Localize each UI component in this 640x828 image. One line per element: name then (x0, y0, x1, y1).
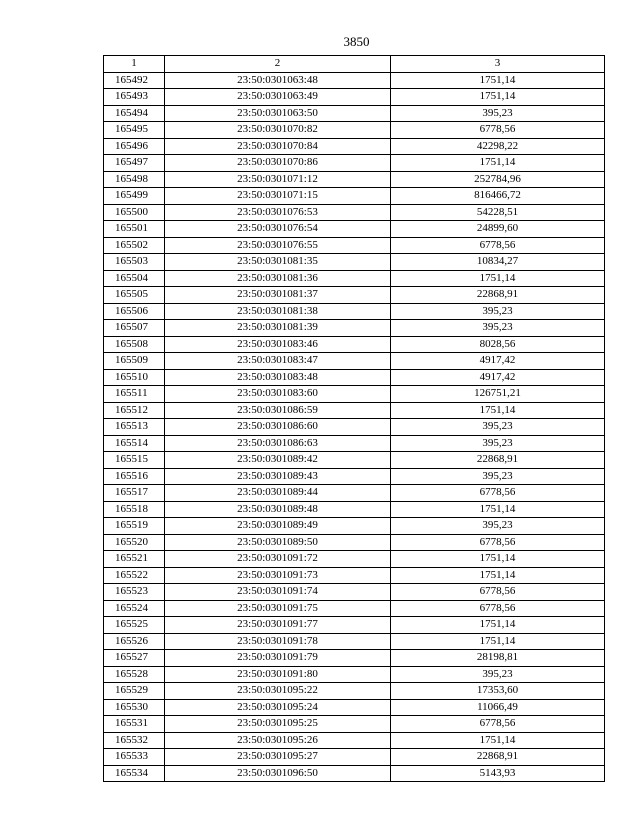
row-number-cell: 165525 (104, 617, 165, 634)
table-row (104, 534, 605, 551)
cadastral-number-cell: 23:50:0301081:38 (165, 303, 391, 320)
cadastral-value-table (103, 55, 605, 782)
row-number-cell: 165493 (104, 89, 165, 106)
value-cell: 24899,60 (391, 221, 605, 238)
value-cell: 395,23 (391, 518, 605, 535)
table-row (104, 716, 605, 733)
table-row (104, 287, 605, 304)
cadastral-number-cell: 23:50:0301091:79 (165, 650, 391, 667)
row-number-cell: 165507 (104, 320, 165, 337)
cadastral-number-cell: 23:50:0301083:46 (165, 336, 391, 353)
row-number-cell: 165521 (104, 551, 165, 568)
row-number-cell: 165503 (104, 254, 165, 271)
value-cell: 6778,56 (391, 485, 605, 502)
cadastral-number-cell: 23:50:0301089:48 (165, 501, 391, 518)
row-number-cell: 165522 (104, 567, 165, 584)
table-row (104, 303, 605, 320)
row-number-cell: 165526 (104, 633, 165, 650)
value-cell: 1751,14 (391, 567, 605, 584)
row-number-cell: 165518 (104, 501, 165, 518)
row-number-cell: 165510 (104, 369, 165, 386)
row-number-cell: 165531 (104, 716, 165, 733)
cadastral-number-cell: 23:50:0301089:43 (165, 468, 391, 485)
cadastral-number-cell: 23:50:0301096:50 (165, 765, 391, 782)
cadastral-number-cell: 23:50:0301083:47 (165, 353, 391, 370)
cadastral-number-cell: 23:50:0301091:78 (165, 633, 391, 650)
value-cell: 8028,56 (391, 336, 605, 353)
row-number-cell: 165497 (104, 155, 165, 172)
cadastral-number-cell: 23:50:0301089:50 (165, 534, 391, 551)
value-cell: 28198,81 (391, 650, 605, 667)
value-cell: 6778,56 (391, 534, 605, 551)
row-number-cell: 165495 (104, 122, 165, 139)
row-number-cell: 165511 (104, 386, 165, 403)
row-number-cell: 165519 (104, 518, 165, 535)
value-cell: 1751,14 (391, 72, 605, 89)
cadastral-number-cell: 23:50:0301081:35 (165, 254, 391, 271)
table-row (104, 485, 605, 502)
table-row (104, 386, 605, 403)
table-row (104, 402, 605, 419)
value-cell: 1751,14 (391, 617, 605, 634)
table-row (104, 89, 605, 106)
cadastral-number-cell: 23:50:0301091:72 (165, 551, 391, 568)
table-row (104, 254, 605, 271)
table-row (104, 633, 605, 650)
table-row (104, 468, 605, 485)
cadastral-number-cell: 23:50:0301076:54 (165, 221, 391, 238)
cadastral-number-cell: 23:50:0301081:36 (165, 270, 391, 287)
value-cell: 17353,60 (391, 683, 605, 700)
row-number-cell: 165501 (104, 221, 165, 238)
table-row (104, 155, 605, 172)
value-cell: 395,23 (391, 320, 605, 337)
table-row (104, 518, 605, 535)
header-row (104, 56, 605, 73)
value-cell: 6778,56 (391, 584, 605, 601)
table-row (104, 732, 605, 749)
column-header-number: 1 (104, 56, 165, 73)
table-row (104, 567, 605, 584)
cadastral-number-cell: 23:50:0301086:63 (165, 435, 391, 452)
row-number-cell: 165496 (104, 138, 165, 155)
value-cell: 22868,91 (391, 287, 605, 304)
cadastral-number-cell: 23:50:0301081:37 (165, 287, 391, 304)
cadastral-number-cell: 23:50:0301070:86 (165, 155, 391, 172)
table-row (104, 204, 605, 221)
row-number-cell: 165530 (104, 699, 165, 716)
value-cell: 6778,56 (391, 237, 605, 254)
cadastral-number-cell: 23:50:0301071:15 (165, 188, 391, 205)
column-header-value: 3 (391, 56, 605, 73)
table-row (104, 699, 605, 716)
cadastral-number-cell: 23:50:0301095:24 (165, 699, 391, 716)
row-number-cell: 165514 (104, 435, 165, 452)
value-cell: 22868,91 (391, 749, 605, 766)
row-number-cell: 165534 (104, 765, 165, 782)
row-number-cell: 165509 (104, 353, 165, 370)
value-cell: 1751,14 (391, 633, 605, 650)
row-number-cell: 165532 (104, 732, 165, 749)
row-number-cell: 165492 (104, 72, 165, 89)
row-number-cell: 165517 (104, 485, 165, 502)
table-row (104, 237, 605, 254)
table-row (104, 320, 605, 337)
row-number-cell: 165515 (104, 452, 165, 469)
value-cell: 252784,96 (391, 171, 605, 188)
cadastral-number-cell: 23:50:0301081:39 (165, 320, 391, 337)
row-number-cell: 165520 (104, 534, 165, 551)
cadastral-number-cell: 23:50:0301063:50 (165, 105, 391, 122)
table-row (104, 617, 605, 634)
value-cell: 5143,93 (391, 765, 605, 782)
row-number-cell: 165505 (104, 287, 165, 304)
table-row (104, 369, 605, 386)
cadastral-number-cell: 23:50:0301063:49 (165, 89, 391, 106)
cadastral-number-cell: 23:50:0301076:53 (165, 204, 391, 221)
cadastral-number-cell: 23:50:0301086:60 (165, 419, 391, 436)
value-cell: 816466,72 (391, 188, 605, 205)
table-row (104, 452, 605, 469)
table-row (104, 72, 605, 89)
row-number-cell: 165528 (104, 666, 165, 683)
row-number-cell: 165506 (104, 303, 165, 320)
cadastral-number-cell: 23:50:0301083:48 (165, 369, 391, 386)
row-number-cell: 165494 (104, 105, 165, 122)
table-row (104, 270, 605, 287)
value-cell: 126751,21 (391, 386, 605, 403)
page-number: 3850 (343, 34, 370, 49)
row-number-cell: 165499 (104, 188, 165, 205)
value-cell: 395,23 (391, 105, 605, 122)
value-cell: 395,23 (391, 666, 605, 683)
table-row (104, 221, 605, 238)
table-row (104, 666, 605, 683)
cadastral-number-cell: 23:50:0301070:84 (165, 138, 391, 155)
value-cell: 395,23 (391, 419, 605, 436)
table-row (104, 765, 605, 782)
cadastral-number-cell: 23:50:0301089:49 (165, 518, 391, 535)
value-cell: 1751,14 (391, 402, 605, 419)
table-header (104, 56, 605, 73)
table-row (104, 435, 605, 452)
cadastral-number-cell: 23:50:0301091:74 (165, 584, 391, 601)
table-row (104, 600, 605, 617)
value-cell: 6778,56 (391, 600, 605, 617)
table-row (104, 419, 605, 436)
value-cell: 10834,27 (391, 254, 605, 271)
cadastral-number-cell: 23:50:0301089:42 (165, 452, 391, 469)
value-cell: 22868,91 (391, 452, 605, 469)
value-cell: 6778,56 (391, 122, 605, 139)
row-number-cell: 165502 (104, 237, 165, 254)
cadastral-number-cell: 23:50:0301095:22 (165, 683, 391, 700)
table-row (104, 171, 605, 188)
table-row (104, 501, 605, 518)
cadastral-number-cell: 23:50:0301091:80 (165, 666, 391, 683)
row-number-cell: 165529 (104, 683, 165, 700)
table-row (104, 353, 605, 370)
cadastral-number-cell: 23:50:0301076:55 (165, 237, 391, 254)
value-cell: 395,23 (391, 435, 605, 452)
column-header-cadastral-number: 2 (165, 56, 391, 73)
row-number-cell: 165508 (104, 336, 165, 353)
row-number-cell: 165516 (104, 468, 165, 485)
value-cell: 395,23 (391, 468, 605, 485)
row-number-cell: 165512 (104, 402, 165, 419)
table-row (104, 749, 605, 766)
table-row (104, 105, 605, 122)
cadastral-number-cell: 23:50:0301083:60 (165, 386, 391, 403)
cadastral-number-cell: 23:50:0301063:48 (165, 72, 391, 89)
cadastral-number-cell: 23:50:0301071:12 (165, 171, 391, 188)
value-cell: 1751,14 (391, 732, 605, 749)
value-cell: 4917,42 (391, 369, 605, 386)
row-number-cell: 165533 (104, 749, 165, 766)
value-cell: 1751,14 (391, 155, 605, 172)
row-number-cell: 165523 (104, 584, 165, 601)
cadastral-number-cell: 23:50:0301091:75 (165, 600, 391, 617)
table-row (104, 551, 605, 568)
table-row (104, 650, 605, 667)
table-row (104, 584, 605, 601)
row-number-cell: 165513 (104, 419, 165, 436)
table-row (104, 188, 605, 205)
value-cell: 6778,56 (391, 716, 605, 733)
cadastral-number-cell: 23:50:0301089:44 (165, 485, 391, 502)
cadastral-number-cell: 23:50:0301095:27 (165, 749, 391, 766)
value-cell: 54228,51 (391, 204, 605, 221)
value-cell: 1751,14 (391, 89, 605, 106)
row-number-cell: 165504 (104, 270, 165, 287)
table-row (104, 138, 605, 155)
row-number-cell: 165498 (104, 171, 165, 188)
row-number-cell: 165527 (104, 650, 165, 667)
cadastral-number-cell: 23:50:0301095:25 (165, 716, 391, 733)
value-cell: 42298,22 (391, 138, 605, 155)
table-row (104, 122, 605, 139)
row-number-cell: 165524 (104, 600, 165, 617)
cadastral-number-cell: 23:50:0301095:26 (165, 732, 391, 749)
table-row (104, 683, 605, 700)
value-cell: 4917,42 (391, 353, 605, 370)
cadastral-number-cell: 23:50:0301091:73 (165, 567, 391, 584)
value-cell: 11066,49 (391, 699, 605, 716)
value-cell: 1751,14 (391, 551, 605, 568)
table-row (104, 336, 605, 353)
cadastral-number-cell: 23:50:0301070:82 (165, 122, 391, 139)
cadastral-number-cell: 23:50:0301091:77 (165, 617, 391, 634)
value-cell: 1751,14 (391, 501, 605, 518)
table-body (104, 72, 605, 782)
cadastral-number-cell: 23:50:0301086:59 (165, 402, 391, 419)
value-cell: 395,23 (391, 303, 605, 320)
row-number-cell: 165500 (104, 204, 165, 221)
value-cell: 1751,14 (391, 270, 605, 287)
